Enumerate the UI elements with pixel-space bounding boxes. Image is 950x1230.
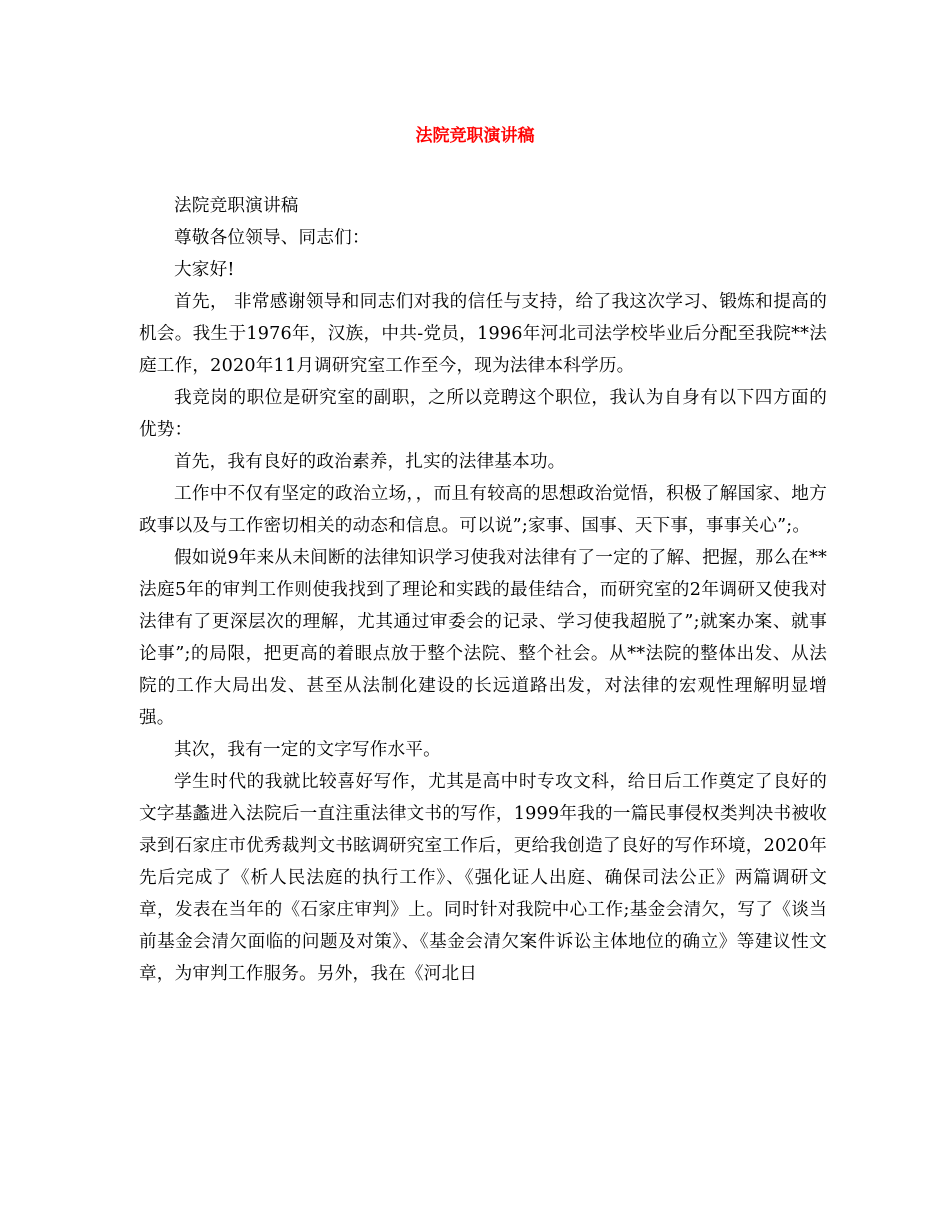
paragraph-subtitle: 法院竞职演讲稿 <box>174 196 299 216</box>
paragraph-salutation: 尊敬各位领导、同志们： <box>174 228 370 248</box>
document-body <box>139 190 827 990</box>
paragraph-greeting: 大家好! <box>174 260 235 280</box>
paragraph-advantage-2-heading: 其次，我有一定的文字写作水平。 <box>174 740 441 760</box>
paragraph-legal-study: 假如说9年来从未间断的法律知识学习使我对法律有了一定的了解、把握，那么在**法庭5年的审判工作则使我找到了理论和实践的最佳结合，而研究室的2年调研又使我对法律有了更深层次的理解，尤其通过审委会的记录、学习使我超脱了”;就案办案、就事论事”;的局限，把更高的着眼点放于整个法院、整个社会。从**法院的整体出发、从法院的工作大局出发、甚至从法制化建设的长远道路出发，对法律的宏观性理解明显增强。 <box>139 548 827 728</box>
paragraph-advantage-1-heading: 首先，我有良好的政治素养，扎实的法律基本功。 <box>174 452 566 472</box>
paragraph-position: 我竞岗的职位是研究室的副职，之所以竞聘这个职位，我认为自身有以下四方面的优势： <box>139 388 827 440</box>
page-title: 法院竞职演讲稿 <box>415 126 535 146</box>
paragraph-introduction: 首先， 非常感谢领导和同志们对我的信任与支持，给了我这次学习、锻炼和提高的机会。我生于1976年，汉族，中共-党员，1996年河北司法学校毕业后分配至我院**法庭工作，2020年11月调研究室工作至今，现为法律本科学历。 <box>139 292 827 376</box>
paragraph-writing-experience: 学生时代的我就比较喜好写作，尤其是高中时专攻文科，给日后工作奠定了良好的文字基蠡进入法院后一直注重法律文书的写作，1999年我的一篇民事侵权类判决书被收录到石家庄市优秀裁判文书眩调研究室工作后，更给我创造了良好的写作环境，2020年先后完成了《析人民法庭的执行工作》、《强化证人出庭、确保司法公正》两篇调研文章，发表在当年的《石家庄审判》上。同时针对我院中心工作;基金会清欠，写了《谈当前基金会清欠面临的问题及对策》、《基金会清欠案件诉讼主体地位的确立》等建议性文章，为审判工作服务。另外，我在《河北日 <box>139 772 827 984</box>
paragraph-advantage-1-detail: 工作中不仅有坚定的政治立场，，而且有较高的思想政治觉悟，积极了解国家、地方政事以及与工作密切相关的动态和信息。可以说”;家事、国事、天下事，事事关心”;。 <box>139 484 827 536</box>
